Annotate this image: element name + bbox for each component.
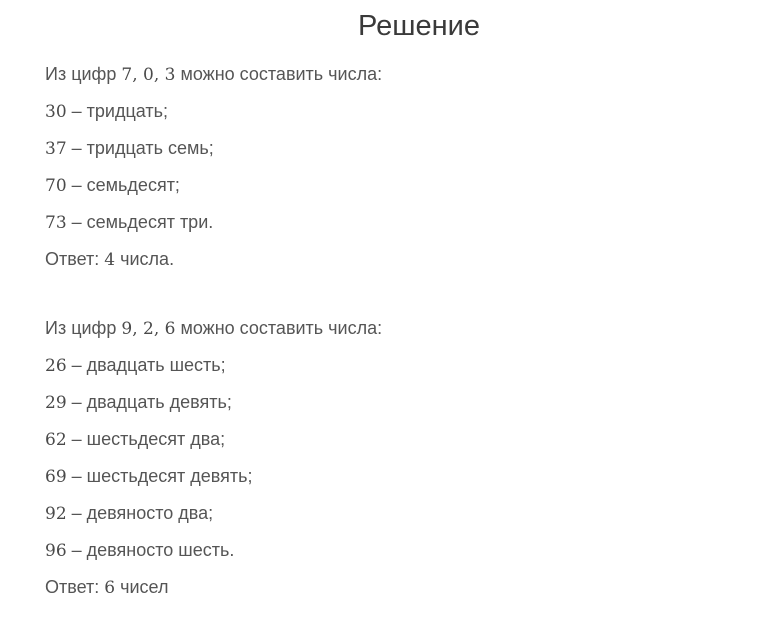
intro-line — [45, 318, 382, 355]
number-words: – тридцать семь; — [71, 138, 214, 158]
page-title: Решение — [358, 10, 480, 42]
answer-number: 4 — [104, 250, 116, 270]
list-item — [45, 466, 382, 503]
number: 30 — [45, 102, 67, 122]
list-item — [45, 503, 382, 540]
number: 70 — [45, 176, 67, 196]
list-item — [45, 429, 382, 466]
answer-line — [45, 577, 382, 614]
number: 62 — [45, 430, 67, 450]
answer-suffix: числа. — [120, 249, 175, 269]
list-item — [45, 138, 382, 175]
number: 29 — [45, 393, 67, 413]
number-words: – девяносто шесть. — [71, 540, 235, 560]
answer-suffix: чисел — [120, 577, 169, 597]
answer-number: 6 — [104, 578, 116, 598]
number-words: – семьдесят; — [71, 175, 180, 195]
number: 96 — [45, 541, 67, 561]
intro-line — [45, 64, 382, 101]
list-item — [45, 101, 382, 138]
number: 92 — [45, 504, 67, 524]
number-words: – шестьдесят два; — [71, 429, 226, 449]
intro-prefix: Из цифр — [45, 64, 117, 84]
solution-block-2 — [45, 318, 382, 614]
answer-prefix: Ответ: — [45, 249, 100, 269]
number: 73 — [45, 213, 67, 233]
number: 37 — [45, 139, 67, 159]
number-words: – тридцать; — [71, 101, 169, 121]
number-words: – семьдесят три. — [71, 212, 214, 232]
number-words: – двадцать шесть; — [71, 355, 226, 375]
intro-suffix: можно составить числа: — [180, 318, 383, 338]
list-item — [45, 392, 382, 429]
intro-prefix: Из цифр — [45, 318, 117, 338]
list-item — [45, 355, 382, 392]
solution-block-1 — [45, 64, 382, 286]
list-item — [45, 540, 382, 577]
number-words: – девяносто два; — [71, 503, 214, 523]
answer-line — [45, 249, 382, 286]
number-words: – шестьдесят девять; — [71, 466, 253, 486]
intro-suffix: можно составить числа: — [180, 64, 383, 84]
list-item — [45, 212, 382, 249]
number: 69 — [45, 467, 67, 487]
number-words: – двадцать девять; — [71, 392, 232, 412]
intro-digits: 9, 2, 6 — [121, 319, 176, 339]
intro-digits: 7, 0, 3 — [121, 65, 176, 85]
number: 26 — [45, 356, 67, 376]
answer-prefix: Ответ: — [45, 577, 100, 597]
list-item — [45, 175, 382, 212]
